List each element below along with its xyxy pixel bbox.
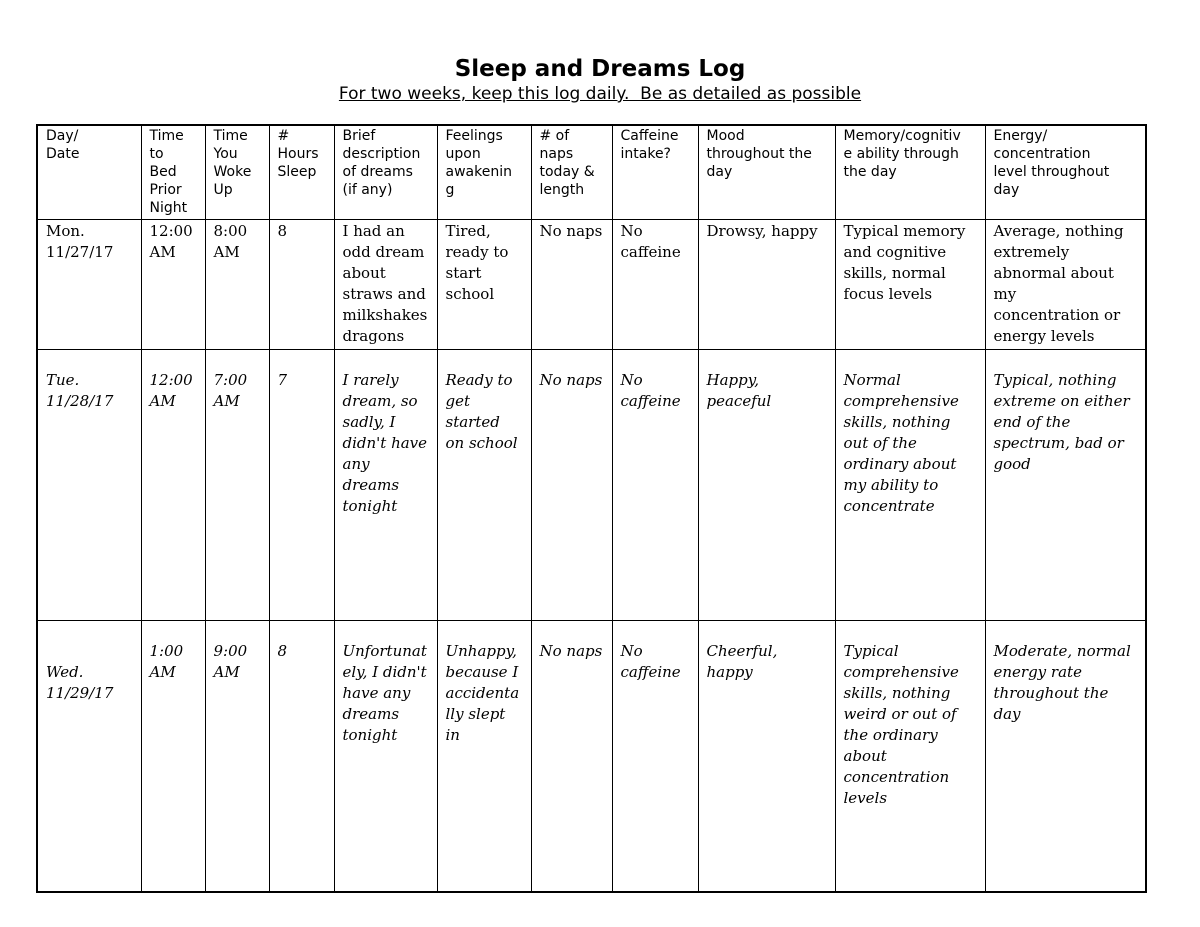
table-row: [37, 621, 1146, 893]
header-cell-feelings: Feelings upon awakenin g: [437, 125, 531, 220]
cell-dream-description: Unfortunat ely, I didn't have any dreams tonight: [334, 621, 437, 893]
cell-mood: Happy, peaceful: [698, 350, 835, 621]
cell-mood: Cheerful, happy: [698, 621, 835, 893]
cell-time-woke-up: 9:00 AM: [205, 621, 269, 893]
cell-time-to-bed: 12:00 AM: [141, 350, 205, 621]
header-cell-caffeine: Caffeine intake?: [612, 125, 698, 220]
header-cell-day-date: Day/ Date: [37, 125, 141, 220]
cell-time-woke-up: 8:00 AM: [205, 220, 269, 350]
cell-energy: Moderate, normal energy rate throughout the day: [985, 621, 1146, 893]
header-cell-dream-description: Brief description of dreams (if any): [334, 125, 437, 220]
header-cell-hours-sleep: # Hours Sleep: [269, 125, 334, 220]
header-row: [37, 125, 1146, 220]
table-row: [37, 220, 1146, 350]
cell-memory: Typical memory and cognitive skills, normal focus levels: [835, 220, 985, 350]
cell-energy: Typical, nothing extreme on either end of the spectrum, bad or good: [985, 350, 1146, 621]
cell-memory: Typical comprehensive skills, nothing weird or out of the ordinary about concentration levels: [835, 621, 985, 893]
header-cell-energy: Energy/ concentration level throughout day: [985, 125, 1146, 220]
cell-caffeine: No caffeine: [612, 350, 698, 621]
page-header: [0, 55, 1200, 105]
cell-dream-description: I had an odd dream about straws and milkshakes dragons: [334, 220, 437, 350]
cell-time-woke-up: 7:00 AM: [205, 350, 269, 621]
page-title: Sleep and Dreams Log: [454, 56, 746, 82]
cell-naps: No naps: [531, 350, 612, 621]
cell-naps: No naps: [531, 220, 612, 350]
cell-feelings: Tired, ready to start school: [437, 220, 531, 350]
header-cell-time-to-bed: Time to Bed Prior Night: [141, 125, 205, 220]
table-row: [37, 350, 1146, 621]
cell-dream-description: I rarely dream, so sadly, I didn't have any dreams tonight: [334, 350, 437, 621]
cell-day-date: Wed. 11/29/17: [37, 621, 141, 893]
cell-hours-sleep: 8: [269, 220, 334, 350]
cell-time-to-bed: 12:00 AM: [141, 220, 205, 350]
cell-feelings: Unhappy, because I accidenta lly slept in: [437, 621, 531, 893]
cell-memory: Normal comprehensive skills, nothing out of the ordinary about my ability to concentrate: [835, 350, 985, 621]
header-cell-time-woke-up: Time You Woke Up: [205, 125, 269, 220]
cell-day-date: Mon. 11/27/17: [37, 220, 141, 350]
cell-day-date: Tue. 11/28/17: [37, 350, 141, 621]
cell-mood: Drowsy, happy: [698, 220, 835, 350]
cell-caffeine: No caffeine: [612, 621, 698, 893]
header-cell-mood: Mood throughout the day: [698, 125, 835, 220]
cell-caffeine: No caffeine: [612, 220, 698, 350]
cell-feelings: Ready to get started on school: [437, 350, 531, 621]
header-cell-naps: # of naps today & length: [531, 125, 612, 220]
header-cell-memory: Memory/cognitiv e ability through the day: [835, 125, 985, 220]
cell-hours-sleep: 8: [269, 621, 334, 893]
cell-energy: Average, nothing extremely abnormal about my concentration or energy levels: [985, 220, 1146, 350]
cell-time-to-bed: 1:00 AM: [141, 621, 205, 893]
cell-hours-sleep: 7: [269, 350, 334, 621]
sleep-log-table: [36, 124, 1147, 893]
page-subtitle: For two weeks, keep this log daily. Be as detailed as possible: [338, 84, 862, 104]
cell-naps: No naps: [531, 621, 612, 893]
